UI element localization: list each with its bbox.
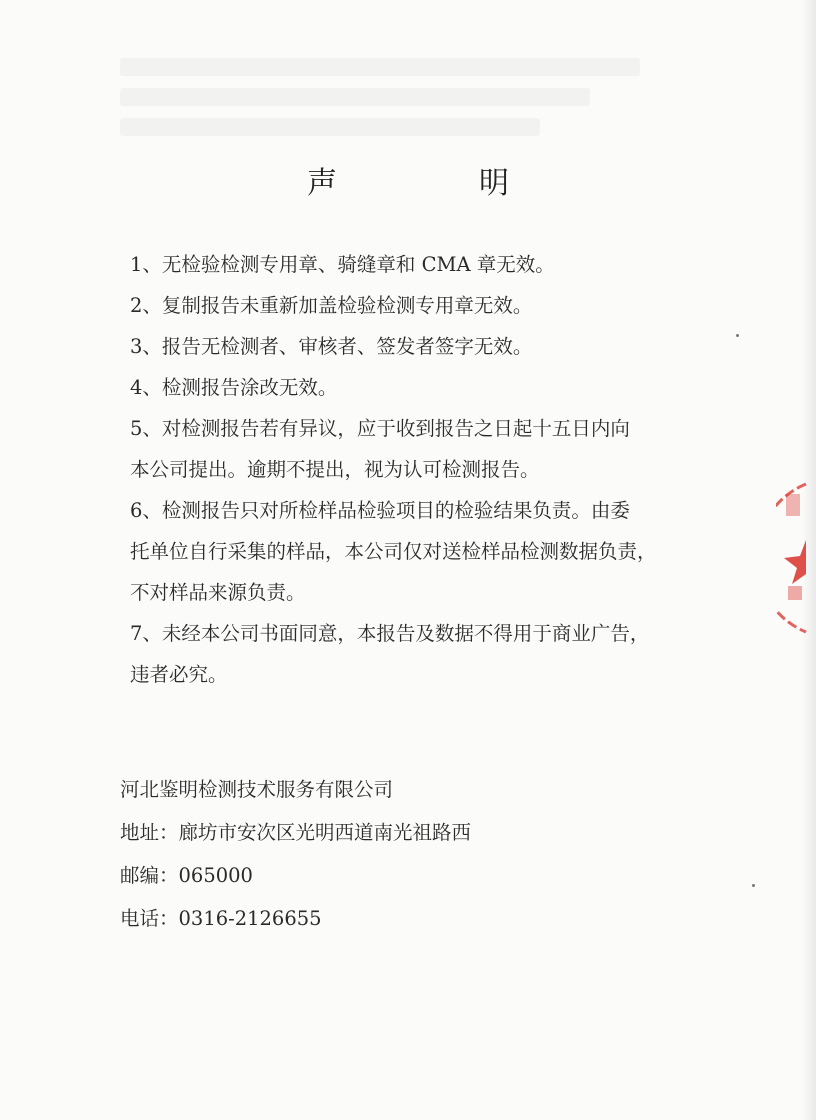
clause-text: 不对样品来源负责。 (130, 581, 306, 604)
clause-text: 1、无检验检测专用章、骑缝章和 CMA 章无效。 (130, 253, 555, 276)
seal-star-icon (784, 540, 806, 584)
bleed-through-text (120, 88, 590, 106)
clause-text: 本公司提出。逾期不提出，视为认可检测报告。 (130, 458, 540, 481)
company-postcode: 邮编：065000 (120, 864, 253, 887)
scan-speck (736, 334, 739, 337)
clause-list (130, 244, 710, 695)
company-name: 河北鉴明检测技术服务有限公司 (120, 778, 394, 801)
clause-item (130, 490, 710, 613)
clause-text: 违者必究。 (130, 663, 228, 686)
clause-text: 2、复制报告未重新加盖检验检测专用章无效。 (130, 294, 533, 317)
clause-item (130, 408, 710, 490)
company-address: 地址：廊坊市安次区光明西道南光祖路西 (120, 821, 472, 844)
clause-item (130, 613, 710, 695)
clause-item (130, 326, 710, 367)
page-title: 声 明 (307, 166, 565, 201)
bleed-through-text (120, 58, 640, 76)
company-phone: 电话：0316-2126655 (120, 907, 322, 930)
clause-text: 5、对检测报告若有异议，应于收到报告之日起十五日内向 (130, 417, 630, 440)
clause-text: 4、检测报告涂改无效。 (130, 376, 338, 399)
bleed-through-text (120, 118, 540, 136)
company-info (120, 768, 471, 940)
clause-text: 3、报告无检测者、审核者、签发者签字无效。 (130, 335, 533, 358)
clause-text: 7、未经本公司书面同意，本报告及数据不得用于商业广告， (130, 622, 650, 645)
clause-text: 6、检测报告只对所检样品检验项目的检验结果负责。由委 (130, 499, 630, 522)
clause-text: 托单位自行采集的样品，本公司仅对送检样品检测数据负责， (130, 540, 657, 563)
clause-item (130, 367, 710, 408)
scan-speck (752, 884, 755, 887)
clause-item (130, 285, 710, 326)
partial-seal-stamp (776, 478, 808, 638)
clause-item (130, 244, 710, 285)
